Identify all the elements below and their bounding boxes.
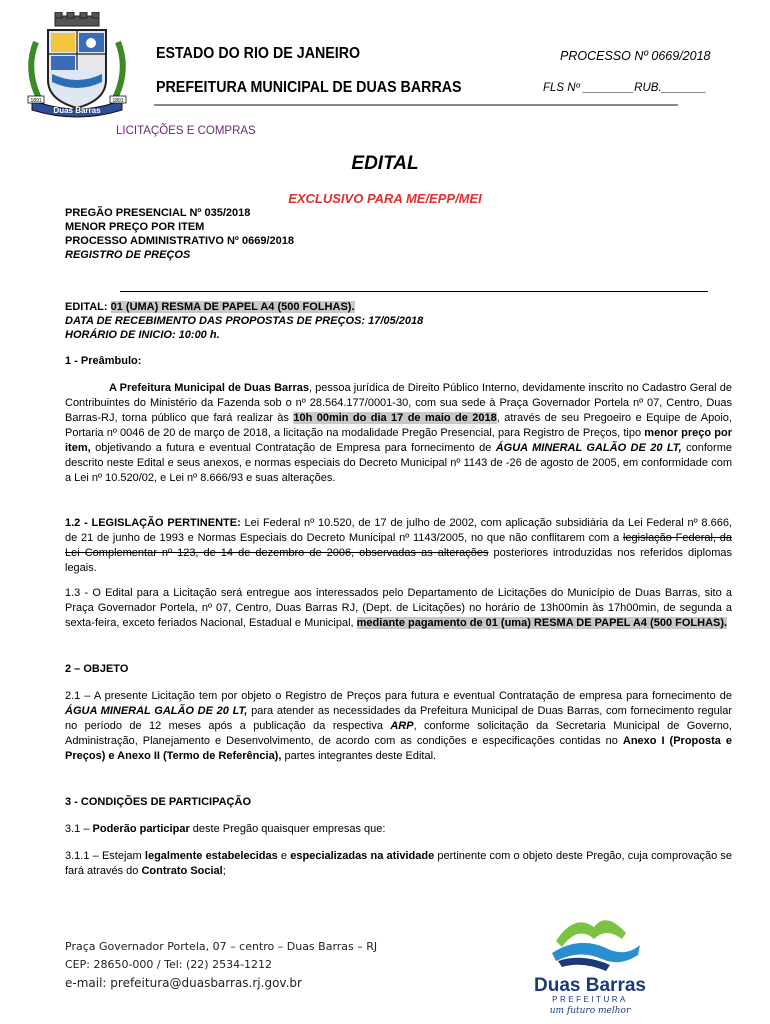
paragraph-2-1 [65,689,732,764]
bold-span: legalmente estabelecidas [144,850,278,862]
preambulo-heading [65,354,732,369]
section-divider [120,291,708,292]
legislation-label: 1.2 - LEGISLAÇÃO PERTINENTE: [65,517,241,529]
paragraph-1-3 [65,586,732,631]
logo-sub: PREFEITURA [552,995,628,1004]
payment-condition: mediante pagamento de 01 (uma) RESMA DE PAPEL A4 (500 FOLHAS). [356,617,728,629]
footer-address: Praça Governador Portela, 07 – centro – Duas Barras – RJ [65,940,378,953]
header-fls: FLS Nº ________RUB._______ [543,82,707,94]
text-span: conforme descrito neste Edital e seus anexos, e normas especiais do Decreto Municipal nº 1143 de -26 de agosto de 2005, em conformidade com a Lei nº 10.520/02, e Lei nº 8.666/93 e suas alterações. [65,442,732,484]
edital-object-line [65,300,423,314]
header-state: ESTADO DO RIO DE JANEIRO [156,45,361,62]
header-divider [154,104,678,106]
footer-email: e-mail: prefeitura@duasbarras.rj.gov.br [65,976,302,990]
footer [65,938,377,992]
municipal-crest [22,12,132,120]
paragraph-3-1-1 [65,849,732,879]
text-span: , pessoa jurídica de Direito Público Interno, devidamente inscrito no Cadastro Geral de Contribuintes do Ministério da Fazenda sob o nº 28.564.177/0001-30, com sua sede à Praça Governador Portela nº 07, Centro, Duas Barras-RJ, torna público que fará realizar às [65,382,732,424]
crest-name: Duas Barras [53,106,101,115]
text-span: partes integrantes deste Edital. [281,750,437,762]
header-prefeitura: PREFEITURA MUNICIPAL DE DUAS BARRAS [156,79,462,96]
department-label: LICITAÇÕES E COMPRAS [116,125,256,137]
meta-block [65,206,294,262]
text-span: 1.3 - O Edital para a Licitação será entregue aos interessados pelo Departamento de Licitações do Município de Duas Barras, sito a Praça Governador Portela, nº 07, Centro, Duas Barras RJ, (Dept. de Licitações) no horário de 13h00min às 17h00min, de segunda a sexta-feira, exceto feriados Nacional, Estadual e Municipal, [65,587,732,629]
document-title: EDITAL [351,153,419,174]
conditions-heading [65,795,732,810]
criteria: menor preço por item, [65,427,732,454]
mountain-icon [552,920,640,971]
product-name: ÁGUA MINERAL GALÃO DE 20 LT, [495,442,682,454]
arp-label: ARP [390,720,414,732]
header-processo: PROCESSO Nº 0669/2018 [560,49,711,63]
meta-criteria: MENOR PREÇO POR ITEM [65,221,205,233]
bold-span: especializadas na atividade [290,850,435,862]
text-span: 3.1.1 – Estejam [65,850,145,862]
entity-name: A Prefeitura Municipal de Duas Barras [109,382,309,394]
meta-processo: PROCESSO ADMINISTRATIVO Nº 0669/2018 [65,235,294,247]
logo-name: Duas Barras [534,975,646,996]
crest-year-left: 1891 [30,98,42,104]
conditions-heading-text: 3 - CONDIÇÕES DE PARTICIPAÇÃO [65,796,251,808]
footer-contact: CEP: 28650-000 / Tel: (22) 2534-1212 [65,958,273,971]
session-datetime: 10h 00min do dia 17 de maio de 2018 [293,412,497,424]
text-span: deste Pregão quaisquer empresas que: [189,823,386,835]
crest-year-right: 1891 [112,98,124,104]
bold-span: Contrato Social [141,865,223,877]
edital-info [65,300,423,342]
paragraph-1-2 [65,516,732,576]
bold-span: Poderão participar [92,823,190,835]
text-span: objetivando a futura e eventual Contratação de Empresa para fornecimento de [90,442,496,454]
product-name: ÁGUA MINERAL GALÃO DE 20 LT, [65,705,248,717]
text-span: ; [222,865,226,877]
struck-text: legislação Federal, da Lei Complementar nº 123, de 14 de dezembro de 2006, observadas as alterações [65,532,732,559]
objeto-heading [65,662,732,677]
start-time: HORÁRIO DE INICIO: 10:00 h. [65,329,220,341]
crown-icon [55,12,99,26]
edital-object: 01 (UMA) RESMA DE PAPEL A4 (500 FOLHAS). [110,301,355,313]
duas-barras-logo [522,905,658,1015]
text-span: para atender as necessidades da Prefeitura Municipal de Duas Barras, com fornecimento regular no período de 12 meses após a publicação da respectiva [65,705,733,732]
text-span: e [277,850,291,862]
objeto-heading-text: 2 – OBJETO [65,663,129,675]
text-span: posteriores introduzidas nos referidos diplomas legais. [65,547,732,574]
meta-pregao: PREGÃO PRESENCIAL Nº 035/2018 [65,207,251,219]
text-span: , através de seu Pregoeiro e Equipe de Apoio, Portaria nº 0046 de 20 de março de 2018, a licitação na modalidade Pregão Presencial, para Registro de Preços, tipo [65,412,732,439]
meta-registro: REGISTRO DE PREÇOS [65,249,191,261]
annexes: Anexo I (Proposta e Preços) e Anexo II (Termo de Referência), [65,735,733,762]
document-subtitle: EXCLUSIVO PARA ME/EPP/MEI [288,191,482,206]
edital-label: EDITAL: [65,301,111,313]
paragraph-3-1 [65,822,732,837]
preambulo-heading-text: 1 - Preâmbulo: [65,355,142,367]
text-span: 2.1 – A presente Licitação tem por objeto o Registro de Preços para futura e eventual Contratação de empresa para fornecimento de [65,690,732,702]
text-span: pertinente com o objeto deste Pregão, cuja comprovação se fará através do [65,850,733,877]
text-span: , conforme solicitação da Secretaria Municipal de Governo, Administração, Planejamento e Desenvolvimento, de acordo com as condições e especificações contidas no [65,720,732,747]
receipt-date: DATA DE RECEBIMENTO DAS PROPOSTAS DE PREÇOS: 17/05/2018 [65,315,424,327]
text-span: 3.1 – [65,823,93,835]
logo-slogan: um futuro melhor [549,1006,631,1015]
paragraph-1-1 [65,381,732,486]
text-span: Lei Federal nº 10.520, de 17 de julho de 2002, com aplicação subsidiária da Lei Federal nº 8.666, de 21 de junho de 1993 e Normas Especiais do Decreto Municipal nº 1143/2005, no que não conflitarem com a [65,517,732,544]
